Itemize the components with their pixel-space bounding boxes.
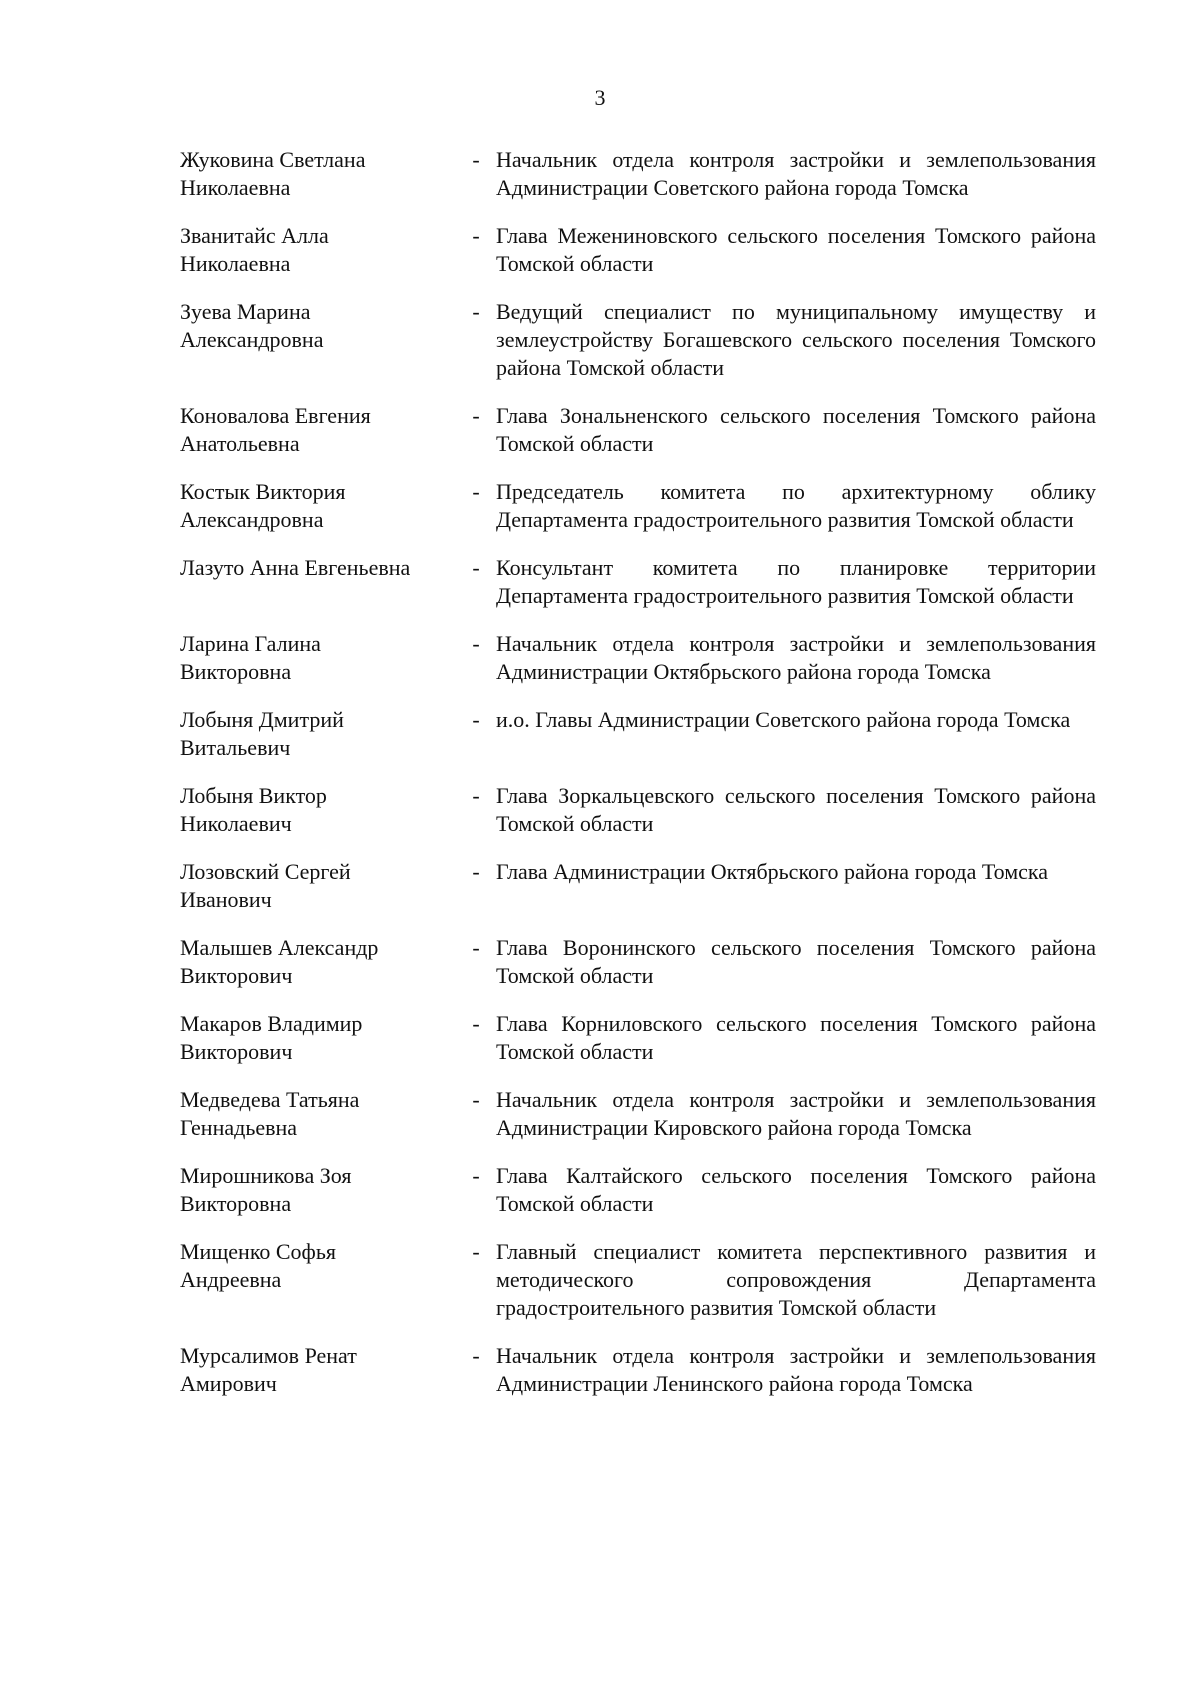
person-position: Начальник отдела контроля застройки и землепользования Администрации Октябрьского района города Томска [496,631,1096,684]
list-item [180,934,1104,990]
dash-separator: - [472,479,480,504]
list-item [180,1162,1104,1218]
dash-separator: - [472,1087,480,1112]
list-item [180,782,1104,838]
page-number: 3 [594,85,606,110]
dash-separator: - [472,223,480,248]
dash-separator: - [472,1163,480,1188]
list-item [180,1086,1104,1142]
list-item [180,858,1104,914]
person-name: Званитайс Алла Николаевна [180,223,329,276]
list-item [180,554,1104,610]
list-item [180,222,1104,278]
person-position: Главный специалист комитета перспективного развития и методического сопровождения Департамента градостроительного развития Томской области [496,1239,1096,1320]
person-name: Зуева Марина Александровна [180,299,324,352]
dash-separator: - [472,935,480,960]
person-position: Председатель комитета по архитектурному облику Департамента градостроительного развития Томской области [496,479,1096,532]
dash-separator: - [472,707,480,732]
person-position: Глава Зональненского сельского поселения Томского района Томской области [496,403,1096,456]
person-position: Начальник отдела контроля застройки и землепользования Администрации Советского района города Томска [496,147,1096,200]
person-name: Мурсалимов Ренат Амирович [180,1343,357,1396]
list-item [180,298,1104,382]
person-name: Ларина Галина Викторовна [180,631,321,684]
person-name: Мирошникова Зоя Викторовна [180,1163,352,1216]
dash-separator: - [472,555,480,580]
person-name: Макаров Владимир Викторович [180,1011,363,1064]
list-item [180,706,1104,762]
person-position: Глава Воронинского сельского поселения Томского района Томской области [496,935,1096,988]
person-position: Глава Калтайского сельского поселения Томского района Томской области [496,1163,1096,1216]
dash-separator: - [472,783,480,808]
person-name: Малышев Александр Викторович [180,935,379,988]
person-name: Коновалова Евгения Анатольевна [180,403,371,456]
person-position: Консультант комитета по планировке территории Департамента градостроительного развития Томской области [496,555,1096,608]
list-item [180,146,1104,202]
list-item [180,478,1104,534]
dash-separator: - [472,1011,480,1036]
list-item [180,1010,1104,1066]
person-name: Костык Виктория Александровна [180,479,346,532]
person-position: Начальник отдела контроля застройки и землепользования Администрации Ленинского района города Томска [496,1343,1096,1396]
person-position: Ведущий специалист по муниципальному имуществу и землеустройству Богашевского сельского поселения Томского района Томской области [496,299,1096,380]
dash-separator: - [472,147,480,172]
list-item [180,630,1104,686]
dash-separator: - [472,1239,480,1264]
person-position: Начальник отдела контроля застройки и землепользования Администрации Кировского района города Томска [496,1087,1096,1140]
dash-separator: - [472,403,480,428]
dash-separator: - [472,631,480,656]
person-position: Глава Администрации Октябрьского района города Томска [496,859,1049,884]
person-name: Лобыня Виктор Николаевич [180,783,327,836]
person-name: Лобыня Дмитрий Витальевич [180,707,344,760]
person-name: Жуковина Светлана Николаевна [180,147,366,200]
list-item [180,1238,1104,1322]
dash-separator: - [472,1343,480,1368]
list-item [180,402,1104,458]
dash-separator: - [472,299,480,324]
person-name: Медведева Татьяна Геннадьевна [180,1087,360,1140]
person-name: Лозовский Сергей Иванович [180,859,351,912]
person-name: Лазуто Анна Евгеньевна [180,555,411,580]
dash-separator: - [472,859,480,884]
person-position: и.о. Главы Администрации Советского района города Томска [496,707,1071,732]
person-name: Мищенко Софья Андреевна [180,1239,336,1292]
person-position: Глава Зоркальцевского сельского поселения Томского района Томской области [496,783,1096,836]
person-position: Глава Корниловского сельского поселения Томского района Томской области [496,1011,1096,1064]
member-list [180,146,1104,1418]
person-position: Глава Межениновского сельского поселения Томского района Томской области [496,223,1096,276]
list-item [180,1342,1104,1398]
